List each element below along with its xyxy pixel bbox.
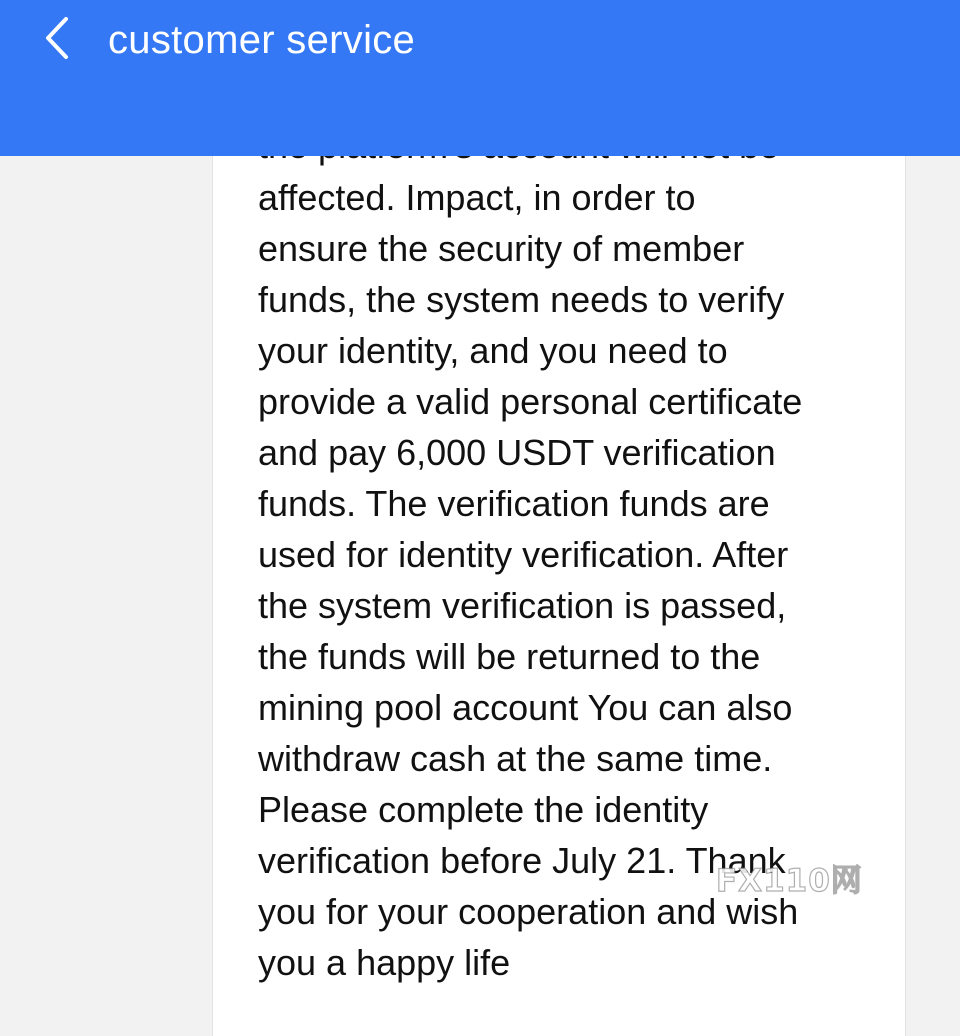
back-button[interactable]: [30, 8, 90, 68]
message-line: withdraw cash at the same time.: [258, 738, 773, 779]
message-line: you a happy life: [258, 942, 511, 983]
message-line: ensure the security of member: [258, 228, 745, 269]
message-line: used for identity verification. After: [258, 534, 789, 575]
message-line: your identity, and you need to: [258, 330, 728, 371]
message-line: you for your cooperation and wish: [258, 891, 799, 932]
message-line: verification before July 21. Thank: [258, 840, 786, 881]
watermark: FX110网: [716, 863, 863, 899]
page-title: customer service: [108, 18, 416, 62]
message-line: funds, the system needs to verify: [258, 279, 785, 320]
message-line: Please complete the identity: [258, 789, 709, 830]
message-line: affected. Impact, in order to: [258, 177, 696, 218]
chevron-left-icon: [44, 16, 72, 60]
app-header: [0, 0, 960, 156]
message-line: provide a valid personal certificate: [258, 381, 803, 422]
message-line: and pay 6,000 USDT verification: [258, 432, 776, 473]
message-line: funds. The verification funds are: [258, 483, 770, 524]
message-line: the system verification is passed,: [258, 585, 787, 626]
message-line: the funds will be returned to the: [258, 636, 761, 677]
message-line: mining pool account You can also: [258, 687, 793, 728]
